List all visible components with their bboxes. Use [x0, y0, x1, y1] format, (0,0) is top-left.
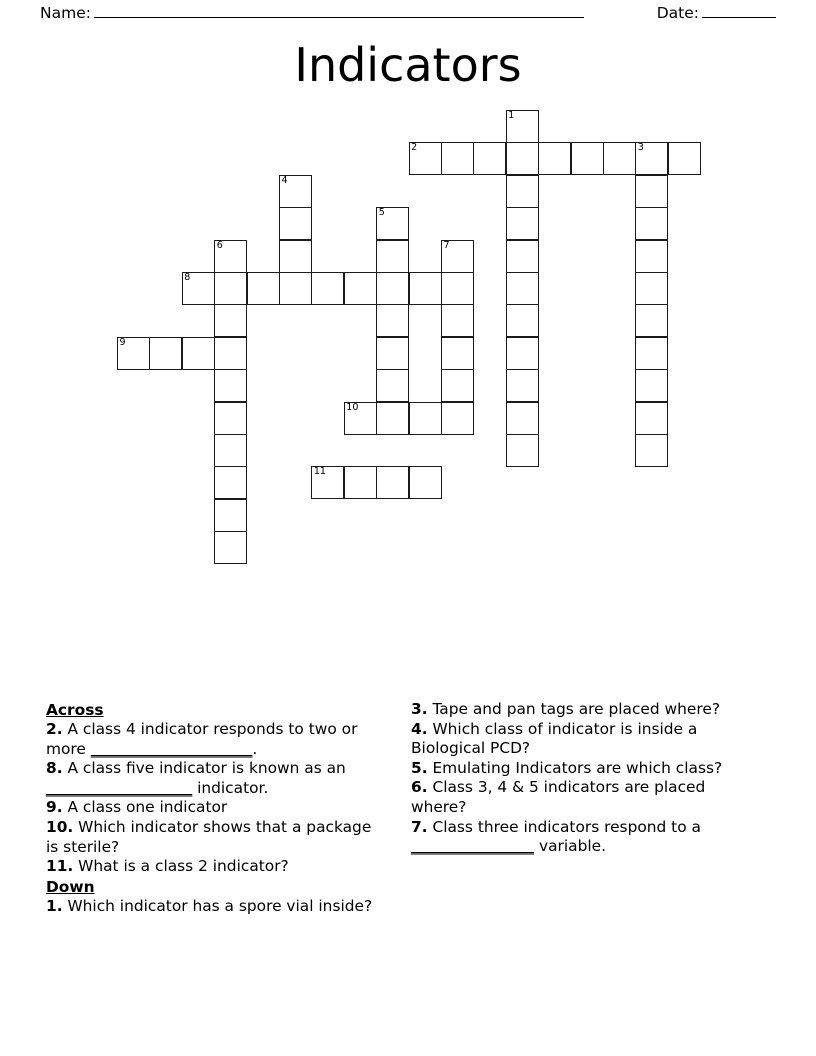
crossword-cell[interactable]	[635, 175, 668, 208]
crossword-cell[interactable]	[635, 240, 668, 273]
crossword-clue-number: 4	[281, 174, 288, 186]
crossword-cell[interactable]	[506, 207, 539, 240]
clue-number: 1.	[46, 896, 63, 915]
clue-text: A class one indicator	[62, 798, 228, 817]
crossword-cell[interactable]	[635, 272, 668, 305]
crossword-cell[interactable]	[538, 142, 571, 175]
clue-down-1	[46, 897, 386, 917]
crossword-cell[interactable]	[376, 337, 409, 370]
clues-column-left	[46, 700, 386, 916]
crossword-cell[interactable]	[149, 337, 182, 370]
crossword-cell[interactable]	[506, 304, 539, 337]
clues-section	[0, 700, 816, 1000]
clue-number: 2.	[46, 720, 63, 738]
clue-down-7	[411, 818, 761, 857]
crossword-cell[interactable]	[571, 142, 604, 175]
clue-across-10	[46, 818, 386, 857]
crossword-clue-number: 10	[346, 401, 359, 413]
crossword-cell[interactable]	[279, 240, 312, 273]
crossword-cell[interactable]	[635, 304, 668, 337]
clue-blank[interactable]: ________________	[411, 837, 535, 856]
crossword-cell[interactable]	[279, 175, 312, 208]
crossword-cell[interactable]	[409, 142, 442, 175]
crossword-cell[interactable]	[506, 110, 539, 143]
crossword-clue-number: 2	[411, 142, 418, 154]
down-heading: Down	[46, 877, 95, 896]
clue-text-tail: .	[252, 739, 258, 758]
crossword-cell[interactable]	[441, 369, 474, 402]
clue-number: 6.	[411, 778, 428, 797]
clue-number: 7.	[411, 817, 428, 836]
crossword-clue-number: 3	[637, 142, 644, 154]
clue-number: 8.	[46, 759, 63, 778]
clue-text: Tape and pan tags are placed where?	[427, 700, 720, 718]
crossword-cell[interactable]	[214, 304, 247, 337]
crossword-cell[interactable]	[506, 434, 539, 467]
clue-text: Class three indicators respond to a	[427, 817, 701, 836]
crossword-cell[interactable]	[441, 272, 474, 305]
crossword-clue-number: 1	[508, 110, 515, 121]
crossword-cell[interactable]	[506, 402, 539, 435]
crossword-cell[interactable]	[214, 499, 247, 532]
crossword-cell[interactable]	[376, 402, 409, 435]
crossword-cell[interactable]	[376, 207, 409, 240]
crossword-cell[interactable]	[506, 175, 539, 208]
clue-blank[interactable]: _____________________	[90, 739, 253, 758]
crossword-cell[interactable]	[344, 466, 377, 499]
crossword-cell[interactable]	[441, 304, 474, 337]
crossword-clue-number: 11	[313, 466, 326, 478]
crossword-cell[interactable]	[635, 337, 668, 370]
clue-across-2	[46, 720, 386, 759]
crossword-cell[interactable]	[376, 466, 409, 499]
crossword-cell[interactable]	[473, 142, 506, 175]
clue-down-4	[411, 720, 761, 759]
crossword-clue-number: 9	[119, 336, 126, 348]
clue-text: Which indicator has a spore vial inside?	[62, 896, 373, 915]
clue-text: Emulating Indicators are which class?	[427, 758, 723, 777]
crossword-cell[interactable]	[182, 337, 215, 370]
clue-number: 5.	[411, 758, 428, 777]
crossword-cell[interactable]	[311, 272, 344, 305]
crossword-cell[interactable]	[279, 207, 312, 240]
crossword-clue-number: 5	[378, 207, 385, 219]
crossword-cell[interactable]	[441, 240, 474, 273]
crossword-cell[interactable]	[214, 337, 247, 370]
crossword-cell[interactable]	[668, 142, 701, 175]
crossword-cell[interactable]	[214, 240, 247, 273]
clue-text: Which class of indicator is inside a Biological PCD?	[411, 719, 698, 758]
clue-across-8	[46, 759, 386, 798]
crossword-cell[interactable]	[441, 337, 474, 370]
crossword-cell[interactable]	[214, 369, 247, 402]
clue-across-9	[46, 798, 386, 818]
clue-text-tail: indicator.	[192, 778, 269, 797]
crossword-cell[interactable]	[506, 142, 539, 175]
crossword-cell[interactable]	[635, 402, 668, 435]
crossword-cell[interactable]	[603, 142, 636, 175]
crossword-cell[interactable]	[409, 466, 442, 499]
crossword-cell[interactable]	[635, 434, 668, 467]
crossword-cell[interactable]	[182, 272, 215, 305]
crossword-cell[interactable]	[376, 272, 409, 305]
crossword-cell[interactable]	[635, 207, 668, 240]
crossword-cell[interactable]	[441, 142, 474, 175]
crossword-clue-number: 6	[216, 239, 223, 251]
clue-text: What is a class 2 indicator?	[73, 857, 289, 876]
clues-column-right	[411, 700, 761, 857]
crossword-cell[interactable]	[409, 402, 442, 435]
crossword-cell[interactable]	[376, 369, 409, 402]
crossword-cell[interactable]	[506, 272, 539, 305]
clue-text: A class 4 indicator responds to two or more	[46, 720, 358, 758]
crossword-cell[interactable]	[506, 337, 539, 370]
crossword-cell[interactable]	[635, 369, 668, 402]
crossword-cell[interactable]	[376, 240, 409, 273]
crossword-cell[interactable]	[279, 272, 312, 305]
crossword-cell[interactable]	[214, 272, 247, 305]
clue-text: Which indicator shows that a package is sterile?	[46, 817, 372, 856]
clue-text-tail: variable.	[534, 837, 606, 856]
crossword-cell[interactable]	[311, 466, 344, 499]
across-heading: Across	[46, 701, 104, 719]
crossword-cell[interactable]	[506, 240, 539, 273]
crossword-cell[interactable]	[635, 142, 668, 175]
clue-text: A class five indicator is known as an	[62, 759, 346, 778]
clue-across-11	[46, 857, 386, 877]
page-title: Indicators	[294, 38, 522, 92]
crossword-clue-number: 8	[184, 272, 191, 283]
crossword-cell[interactable]	[117, 337, 150, 370]
clue-down-5	[411, 759, 761, 779]
clue-number: 9.	[46, 798, 63, 817]
clue-number: 11.	[46, 857, 74, 876]
clue-blank[interactable]: ___________________	[46, 778, 193, 797]
date-label: Date:	[656, 4, 699, 22]
crossword-cell[interactable]	[506, 369, 539, 402]
name-label: Name:	[40, 4, 91, 22]
clue-number: 10.	[46, 817, 74, 836]
crossword-clue-number: 7	[443, 239, 450, 251]
crossword-cell[interactable]	[376, 304, 409, 337]
crossword-cell[interactable]	[247, 272, 280, 305]
crossword-cell[interactable]	[214, 466, 247, 499]
crossword-cell[interactable]	[214, 531, 247, 564]
crossword-cell[interactable]	[214, 434, 247, 467]
crossword-cell[interactable]	[441, 402, 474, 435]
clue-down-3	[411, 700, 761, 720]
crossword-cell[interactable]	[214, 402, 247, 435]
clue-text: Class 3, 4 & 5 indicators are placed where?	[411, 778, 706, 816]
crossword-cell[interactable]	[409, 272, 442, 305]
clue-down-6	[411, 778, 761, 817]
crossword-cell[interactable]	[344, 402, 377, 435]
clue-number: 3.	[411, 700, 428, 718]
crossword-cell[interactable]	[344, 272, 377, 305]
clue-number: 4.	[411, 719, 428, 738]
